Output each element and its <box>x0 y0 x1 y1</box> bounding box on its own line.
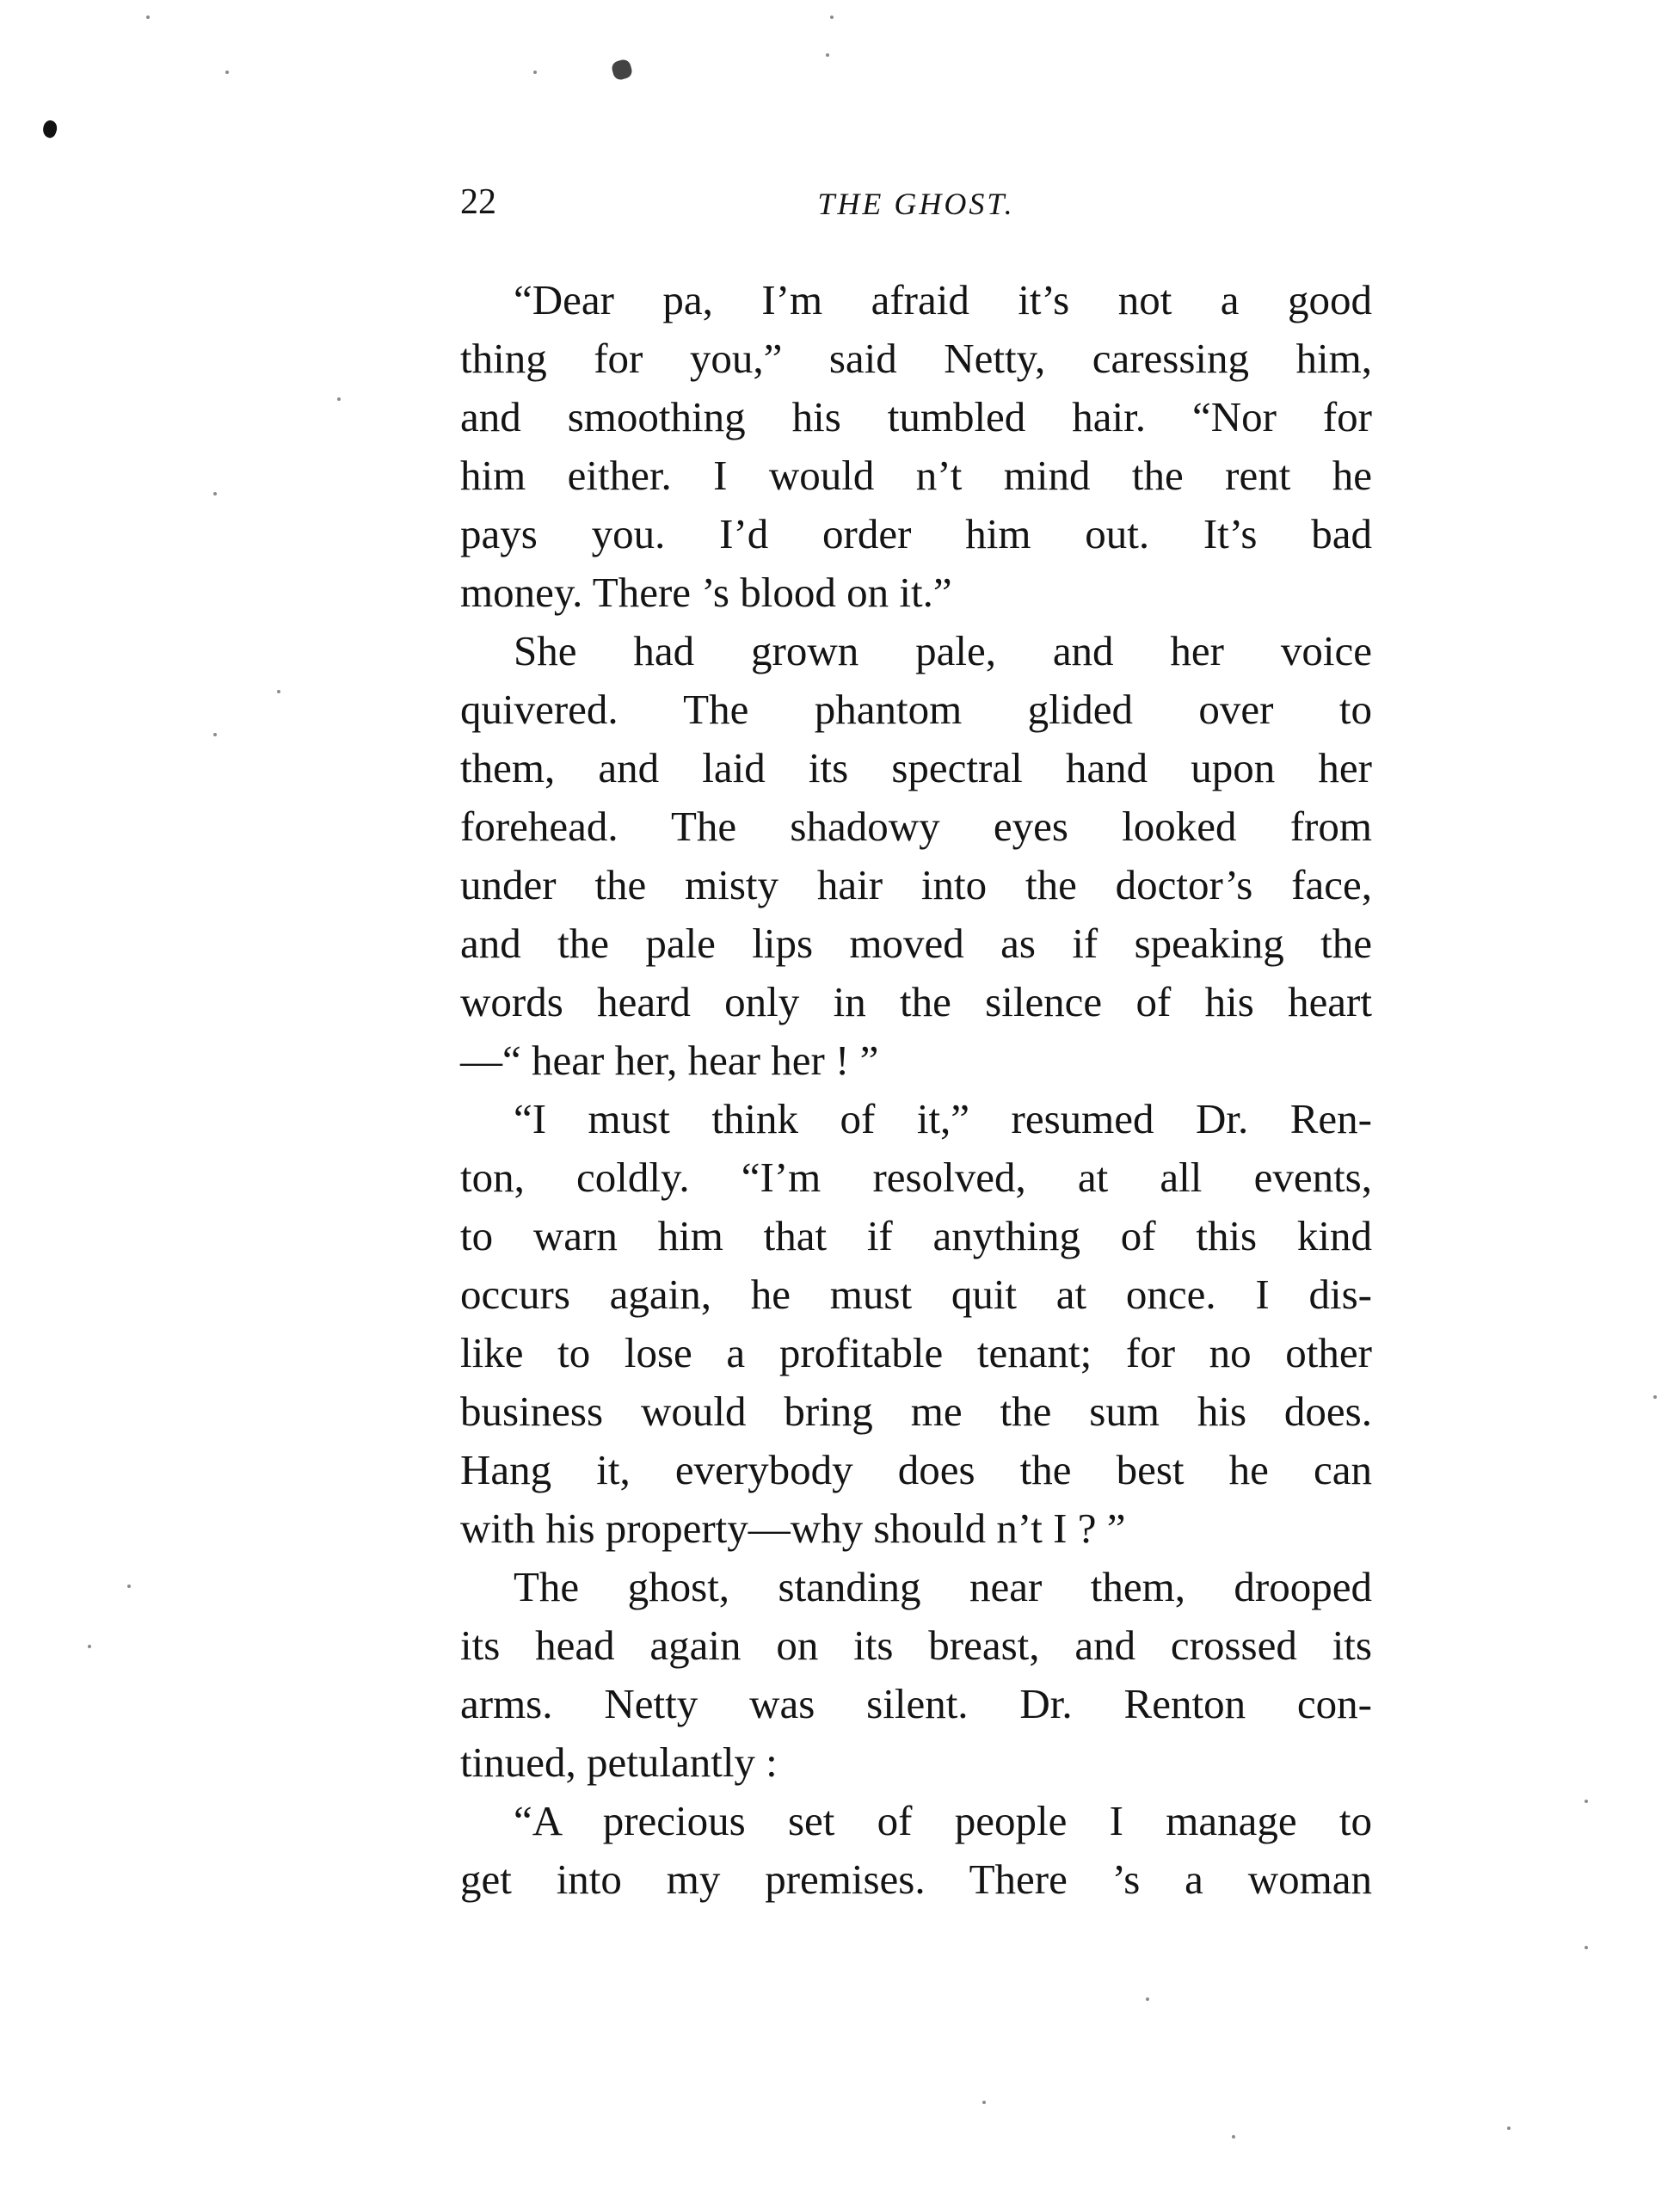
text-line: quivered. The phantom glided over to <box>460 686 1372 733</box>
text-line: —“ hear her, hear her ! ” <box>460 1037 879 1084</box>
text-line: and smoothing his tumbled hair. “Nor for <box>460 393 1372 440</box>
text-line: like to lose a profitable tenant; for no other <box>460 1329 1372 1376</box>
scan-speck <box>826 53 829 57</box>
scan-speck <box>982 2101 986 2104</box>
text-line: pays you. I’d order him out. It’s bad <box>460 510 1372 557</box>
ink-blot <box>40 119 59 139</box>
scan-speck <box>88 1645 91 1648</box>
scan-speck <box>277 690 280 693</box>
scan-speck <box>146 15 150 19</box>
text-line: them, and laid its spectral hand upon her <box>460 744 1372 791</box>
scan-speck <box>1146 1997 1149 2001</box>
text-line: its head again on its breast, and crossed its <box>460 1622 1372 1669</box>
scan-speck <box>830 15 834 19</box>
scan-speck <box>225 71 229 74</box>
scan-speck <box>1653 1395 1657 1399</box>
text-line: business would bring me the sum his does. <box>460 1388 1372 1435</box>
scan-speck <box>1585 1946 1588 1949</box>
text-line: to warn him that if anything of this kind <box>460 1212 1372 1259</box>
ink-mark <box>611 58 634 82</box>
text-line: arms. Netty was silent. Dr. Renton con- <box>460 1680 1372 1727</box>
scan-speck <box>213 492 217 495</box>
text-line: The ghost, standing near them, drooped <box>514 1563 1372 1610</box>
running-title: THE GHOST. <box>817 187 1015 221</box>
text-line: “I must think of it,” resumed Dr. Ren- <box>514 1095 1372 1142</box>
text-line: and the pale lips moved as if speaking the <box>460 920 1372 967</box>
scan-speck <box>533 71 537 74</box>
scan-speck <box>1232 2135 1235 2139</box>
text-line: words heard only in the silence of his heart <box>460 978 1372 1025</box>
text-line: ton, coldly. “I’m resolved, at all events, <box>460 1154 1372 1201</box>
scan-speck <box>127 1585 131 1588</box>
running-head <box>460 176 1372 228</box>
text-line: get into my premises. There ’s a woman <box>460 1856 1372 1903</box>
scan-speck <box>1507 2126 1511 2130</box>
text-line: him either. I would n’t mind the rent he <box>460 452 1372 499</box>
scan-speck <box>337 397 341 401</box>
text-line: under the misty hair into the doctor’s face, <box>460 861 1372 908</box>
text-line: thing for you,” said Netty, caressing him, <box>460 335 1372 382</box>
scan-speck <box>1585 1800 1588 1803</box>
text-line: occurs again, he must quit at once. I dis- <box>460 1271 1372 1318</box>
text-line: “A precious set of people I manage to <box>514 1797 1372 1844</box>
text-line: with his property—why should n’t I ? ” <box>460 1505 1126 1552</box>
text-line: “Dear pa, I’m afraid it’s not a good <box>514 276 1372 323</box>
text-line: forehead. The shadowy eyes looked from <box>460 803 1372 850</box>
text-line: tinued, petulantly : <box>460 1739 778 1786</box>
text-line: money. There ’s blood on it.” <box>460 569 952 616</box>
scan-speck <box>213 733 217 736</box>
page-number: 22 <box>460 182 496 222</box>
text-line: Hang it, everybody does the best he can <box>460 1446 1372 1493</box>
text-line: She had grown pale, and her voice <box>514 627 1372 674</box>
body-text <box>460 271 1372 1909</box>
